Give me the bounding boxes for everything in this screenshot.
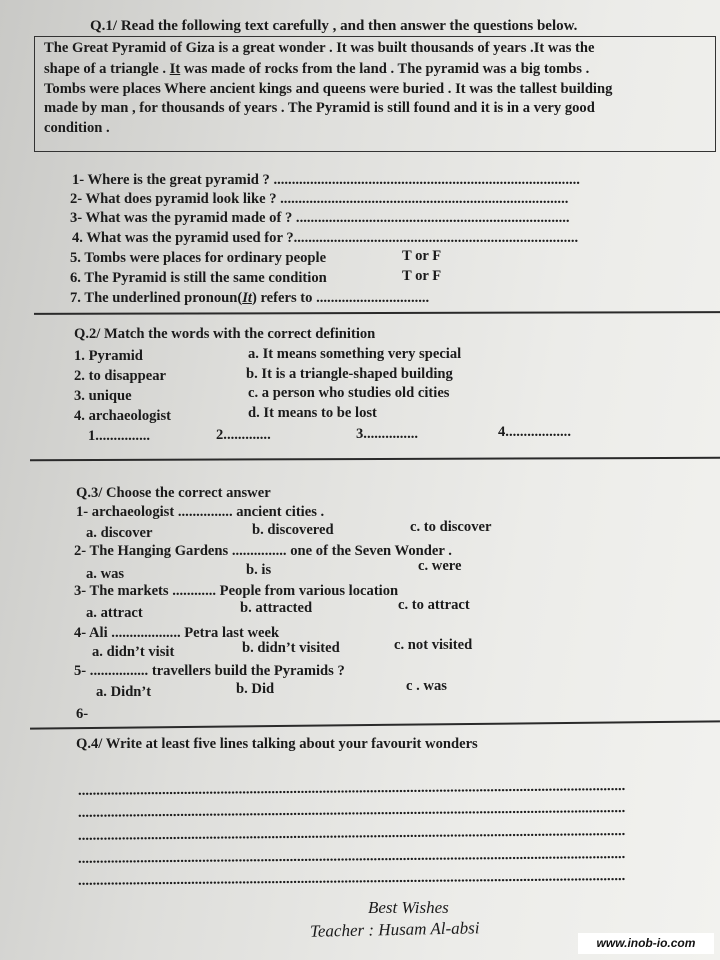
q3-option[interactable]: b. is xyxy=(246,562,272,578)
q4-title: Q.4/ Write at least five lines talking about your favourit wonders xyxy=(76,736,478,752)
writing-line[interactable]: ...................................................................................................................................................... xyxy=(77,846,626,867)
q3-stem: 3- The markets ............ People from various location xyxy=(74,583,399,599)
q3-title: Q.3/ Choose the correct answer xyxy=(76,485,271,501)
q3-option[interactable]: b. Did xyxy=(236,681,275,697)
q3-option[interactable]: c . was xyxy=(406,678,447,694)
passage-line: shape of a triangle . It was made of rocks from the land . The pyramid was a big tombs . xyxy=(44,61,590,77)
q3-option[interactable]: c. to discover xyxy=(410,519,492,535)
match-definition: c. a person who studies old cities xyxy=(248,385,450,401)
q3-option[interactable]: a. didn’t visit xyxy=(92,644,175,660)
q1-question-5: 5. Tombs were places for ordinary people xyxy=(70,250,327,266)
q3-stem: 6- xyxy=(76,706,89,722)
passage-line: The Great Pyramid of Giza is a great wonder . It was built thousands of years .It was the xyxy=(44,40,595,56)
match-definition: d. It means to be lost xyxy=(248,405,377,421)
q1-question-1[interactable]: 1- Where is the great pyramid ? .................................................................................... xyxy=(72,172,580,188)
match-answer-blank[interactable]: 3............... xyxy=(356,426,419,442)
q3-option[interactable]: a. attract xyxy=(86,605,143,621)
writing-line[interactable]: ...................................................................................................................................................... xyxy=(77,778,626,799)
match-word: 3. unique xyxy=(74,388,132,404)
q1-question-4[interactable]: 4. What was the pyramid used for ?.............................................................................. xyxy=(72,230,579,246)
match-answer-blank[interactable]: 1............... xyxy=(88,428,151,444)
teacher-signature: Teacher : Husam Al-absi xyxy=(309,918,480,941)
writing-line[interactable]: ...................................................................................................................................................... xyxy=(77,868,626,889)
q3-stem: 4- Ali ................... Petra last week xyxy=(74,625,280,641)
match-definition: a. It means something very special xyxy=(248,346,462,362)
q1-question-3[interactable]: 3- What was the pyramid made of ? ........................................................................... xyxy=(70,210,570,226)
q3-option[interactable]: b. didn’t visited xyxy=(242,640,340,656)
section-divider xyxy=(30,720,720,729)
match-answer-blank[interactable]: 2............. xyxy=(216,427,271,443)
q3-option[interactable]: c. to attract xyxy=(398,597,470,613)
q3-stem: 5- ................ travellers build the Pyramids ? xyxy=(74,663,345,679)
q7-pronoun: It xyxy=(242,290,252,306)
writing-line[interactable]: ...................................................................................................................................................... xyxy=(77,823,626,844)
q3-option[interactable]: a. Didn’t xyxy=(96,684,152,700)
q3-stem: 2- The Hanging Gardens ............... one of the Seven Wonder . xyxy=(74,543,452,559)
q3-option[interactable]: c. not visited xyxy=(394,637,473,653)
q1-question-7[interactable]: 7. The underlined pronoun(It) refers to ............................... xyxy=(70,290,430,306)
match-word: 1. Pyramid xyxy=(74,348,143,364)
best-wishes: Best Wishes xyxy=(368,898,449,917)
q3-stem: 1- archaeologist ............... ancient cities . xyxy=(76,504,325,520)
q3-option[interactable]: a. discover xyxy=(86,525,153,541)
q1-title: Q.1/ Read the following text carefully , and then answer the questions below. xyxy=(90,18,578,34)
passage-line: condition . xyxy=(44,120,110,136)
passage-line: Tombs were places Where ancient kings and queens were buried . It was the tallest building xyxy=(44,81,613,97)
q1-question-2[interactable]: 2- What does pyramid look like ? ............................................................................... xyxy=(70,191,569,207)
section-divider xyxy=(30,457,720,461)
watermark-url[interactable]: www.inob-io.com xyxy=(578,933,714,954)
true-false-choice[interactable]: T or F xyxy=(402,248,442,264)
match-word: 4. archaeologist xyxy=(74,408,172,424)
q2-title: Q.2/ Match the words with the correct definition xyxy=(74,326,376,342)
passage-line: made by man , for thousands of years . The Pyramid is still found and it is in a very good xyxy=(44,100,595,116)
writing-line[interactable]: ...................................................................................................................................................... xyxy=(77,800,626,821)
q3-option[interactable]: b. discovered xyxy=(252,522,334,538)
true-false-choice[interactable]: T or F xyxy=(402,268,442,284)
match-word: 2. to disappear xyxy=(74,368,167,384)
q3-option[interactable]: c. were xyxy=(418,558,462,574)
q3-option[interactable]: a. was xyxy=(86,566,125,582)
q3-option[interactable]: b. attracted xyxy=(240,600,313,616)
underlined-pronoun: It xyxy=(169,61,181,77)
q1-question-6: 6. The Pyramid is still the same condition xyxy=(70,270,327,286)
match-answer-blank[interactable]: 4.................. xyxy=(498,424,571,440)
match-definition: b. It is a triangle-shaped building xyxy=(246,366,453,382)
section-divider xyxy=(34,311,720,315)
